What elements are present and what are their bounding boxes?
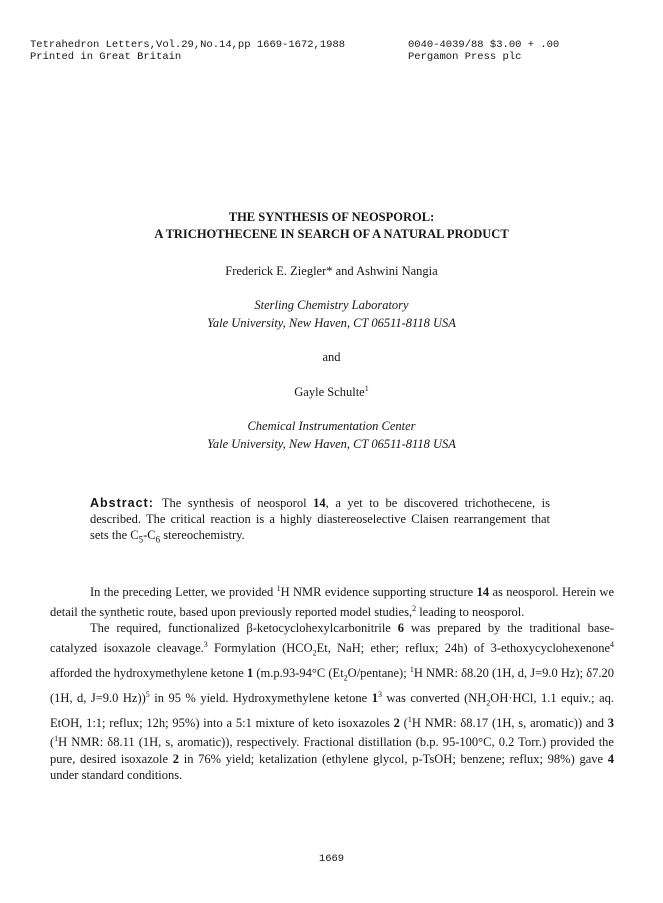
publisher-info [408,39,559,63]
text: Formylation (HCO [207,640,313,655]
compound-number: 14 [476,585,490,600]
text: H NMR: δ8.17 (1H, s, aromatic)) and [411,715,608,730]
paper-title [0,209,663,243]
printed-in-line: Printed in Great Britain [30,51,182,63]
subscript: 6 [155,534,161,545]
text: in 95 % yield. Hydroxymethylene ketone [149,690,372,705]
text: under standard conditions. [50,768,183,783]
text: was prepared by the traditional base-catalyzed isoxazole cleavage. [50,621,614,655]
paragraph-2 [50,620,614,784]
abstract [90,495,550,548]
title-line-1: THE SYNTHESIS OF NEOSPOROL: [228,210,435,224]
affiliation-2-name: Chemical Instrumentation Center [247,419,416,433]
abstract-text: , a yet to be discovered trichothecene, is described. The critical reaction is a highly diastereoselective Claisen rearrangement that sets the C [90,496,550,542]
text: ( [50,735,55,750]
body-text [50,581,614,784]
text: afforded the hydroxymethylene ketone [50,665,247,680]
subscript: 2 [312,648,317,658]
text: Et, NaH; ether; reflux; 24h) of 3-ethoxycyclohexenone [316,640,611,655]
reference-number: 3 [377,689,382,699]
text: The required, functionalized β-ketocyclohexylcarbonitrile [90,621,398,636]
publisher-name: Pergamon Press plc [408,51,522,63]
superscript: 1 [276,584,281,593]
abstract-text: -C [143,528,156,542]
text: H NMR: δ8.20 (1H, d, J=9.0 Hz); δ7.20 (1H, d, J=9.0 Hz)) [50,665,614,705]
text: OH·HCl, 1.1 equiv.; aq. EtOH, 1:1; reflux; 12h; 95%) into a 5:1 mixture of keto isoxazoles [50,690,614,730]
compound-number: 4 [607,751,614,766]
compound-number: 3 [607,715,614,730]
text: was converted (NH [381,690,487,705]
text: ( [399,715,408,730]
compound-number: 2 [393,715,400,730]
superscript: 1 [409,664,414,674]
superscript: 1 [407,714,412,724]
abstract-text: stereochemistry. [160,528,245,542]
text: (m.p.93-94°C (Et [253,665,344,680]
reference-number: 3 [203,639,208,649]
author-2 [0,384,663,400]
reference-number: 2 [412,603,417,613]
author-2-name: Gayle Schulte [294,385,365,400]
and-separator: and [322,350,341,364]
compound-number: 1 [246,665,254,680]
price-code: 0040-4039/88 $3.00 + .00 [408,39,560,51]
abstract-text: The synthesis of neosporol [161,496,314,510]
affiliation-1-address: Yale University, New Haven, CT 06511-8118 USA [207,316,456,330]
text: In the preceding Letter, we provided [90,585,277,600]
citation-line: Tetrahedron Letters,Vol.29,No.14,pp 1669-1672,1988 [30,39,346,51]
subscript: 5 [138,534,144,545]
compound-number: 14 [313,496,326,510]
compound-number: 6 [397,621,404,636]
text: as neosporol. Herein we detail the synthetic route, based upon previously reported model studies, [50,585,614,619]
text: H NMR: δ8.11 (1H, s, aromatic)), respectively. Fractional distillation (b.p. 95-100°C, 0.2 Torr.) provided the pure, desired isoxazole [50,735,614,766]
subscript: 2 [486,698,491,708]
text: in 76% yield; ketalization (ethylene glycol, p-TsOH; benzene; reflux; 98%) gave [179,751,608,766]
abstract-heading: Abstract: [90,496,154,510]
compound-number: 1 [371,690,378,705]
reference-number: 4 [610,639,615,649]
paragraph-1 [50,581,614,620]
text: leading to neosporol. [416,604,525,619]
authors: Frederick E. Ziegler* and Ashwini Nangia [225,264,438,278]
affiliation-1-name: Sterling Chemistry Laboratory [254,298,409,312]
reference-number: 5 [145,689,150,699]
text: O/pentane); [347,665,410,680]
text: H NMR evidence supporting structure [280,585,477,600]
subscript: 2 [343,673,348,683]
affiliation-2-address: Yale University, New Haven, CT 06511-8118 USA [207,437,456,451]
page-number: 1669 [318,853,345,865]
journal-citation [30,39,345,63]
title-line-2: A TRICHOTHECENE IN SEARCH OF A NATURAL PRODUCT [154,227,509,241]
author-2-footnote: 1 [364,384,369,393]
compound-number: 2 [172,751,180,766]
superscript: 1 [54,734,59,744]
